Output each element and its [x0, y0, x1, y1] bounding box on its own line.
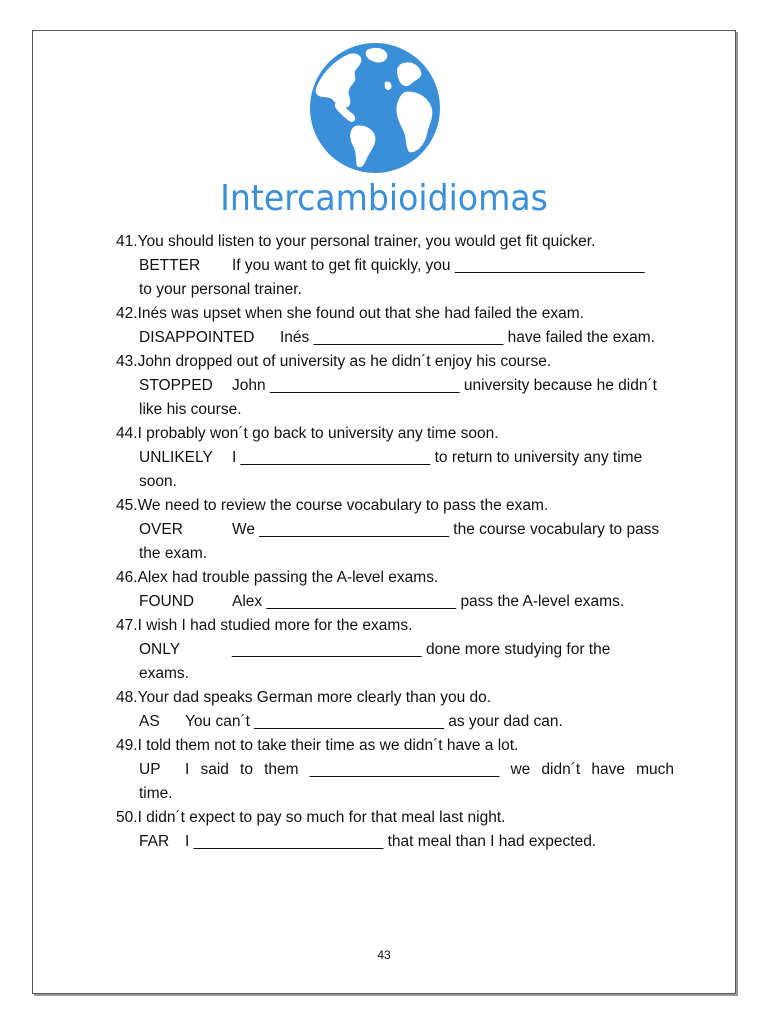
exercise-sentence: Inés was upset when she found out that she had failed the exam. [137, 305, 584, 322]
exercise-sentence: You should listen to your personal trainer, you would get fit quicker. [137, 233, 596, 250]
exercise-sentence: Alex had trouble passing the A-level exams. [137, 569, 439, 586]
prompt-after: to return to university any time [434, 449, 643, 466]
exercise-item [116, 230, 676, 302]
exercise-item [116, 422, 676, 494]
answer-blank[interactable]: ______________________ [454, 257, 645, 274]
answer-blank[interactable]: ______________________ [309, 761, 500, 778]
exercise-sentence: I probably won´t go back to university any time soon. [137, 425, 499, 442]
exercise-sentence: I told them not to take their time as we didn´t have a lot. [137, 737, 519, 754]
prompt-after: university because he didn´t [463, 377, 657, 394]
exercise-sentence: John dropped out of university as he didn´t enjoy his course. [137, 353, 552, 370]
prompt-before: Alex [232, 593, 263, 610]
answer-blank[interactable]: ______________________ [259, 521, 449, 538]
exercise-item [116, 350, 676, 422]
answer-blank[interactable]: ______________________ [254, 713, 444, 730]
prompt-continuation: soon. [139, 473, 177, 490]
exercise-number: 42. [116, 305, 138, 322]
answer-blank[interactable]: ______________________ [193, 833, 384, 850]
exercise-item [116, 494, 676, 566]
prompt-before: You can´t [185, 713, 250, 730]
exercise-keyword: BETTER [139, 257, 201, 274]
prompt-after: pass the A-level exams. [460, 593, 625, 610]
exercise-sentence: We need to review the course vocabulary to pass the exam. [137, 497, 549, 514]
prompt-after: we didn´t have much [510, 761, 674, 778]
prompt-after: have failed the exam. [507, 329, 655, 346]
globe-icon [309, 42, 441, 174]
exercise-keyword: OVER [139, 521, 183, 538]
exercise-item [116, 302, 676, 350]
exercise-number: 47. [116, 617, 138, 634]
exercise-sentence: Your dad speaks German more clearly than you do. [137, 689, 492, 706]
prompt-before: If you want to get fit quickly, you [232, 257, 451, 274]
exercise-number: 41. [116, 233, 138, 250]
exercise-number: 48. [116, 689, 138, 706]
exercise-item [116, 614, 676, 686]
exercise-number: 46. [116, 569, 138, 586]
prompt-before: Inés [280, 329, 310, 346]
prompt-before: John [232, 377, 266, 394]
exercise-item [116, 806, 676, 854]
answer-blank[interactable]: ______________________ [266, 593, 457, 610]
prompt-continuation: the exam. [139, 545, 208, 562]
prompt-before: We [232, 521, 255, 538]
exercise-number: 45. [116, 497, 138, 514]
prompt-before: I [185, 833, 190, 850]
exercise-item [116, 734, 676, 806]
answer-blank[interactable]: ______________________ [313, 329, 504, 346]
prompt-continuation: like his course. [139, 401, 242, 418]
exercise-number: 50. [116, 809, 138, 826]
exercise-sentence: I wish I had studied more for the exams. [137, 617, 413, 634]
exercise-item [116, 566, 676, 614]
exercise-keyword: FOUND [139, 593, 195, 610]
exercise-keyword: UNLIKELY [139, 449, 213, 466]
exercise-keyword: ONLY [139, 641, 181, 658]
prompt-continuation: exams. [139, 665, 189, 682]
prompt-after: the course vocabulary to pass [453, 521, 660, 538]
answer-blank[interactable]: ______________________ [232, 641, 422, 658]
exercise-sentence: I didn´t expect to pay so much for that meal last night. [137, 809, 506, 826]
prompt-after: that meal than I had expected. [387, 833, 597, 850]
exercise-list [116, 230, 676, 854]
exercise-keyword: AS [139, 713, 160, 730]
prompt-continuation: to your personal trainer. [139, 281, 302, 298]
exercise-keyword: FAR [139, 833, 170, 850]
exercise-keyword: STOPPED [139, 377, 213, 394]
answer-blank[interactable]: ______________________ [240, 449, 431, 466]
prompt-before: I said to them [185, 761, 299, 778]
prompt-after: as your dad can. [448, 713, 563, 730]
exercise-number: 43. [116, 353, 138, 370]
exercise-keyword: UP [139, 761, 161, 778]
exercise-item [116, 686, 676, 734]
answer-blank[interactable]: ______________________ [269, 377, 460, 394]
prompt-before: I [232, 449, 237, 466]
exercise-keyword: DISAPPOINTED [139, 329, 255, 346]
exercise-number: 49. [116, 737, 138, 754]
page-number: 43 [377, 948, 391, 962]
prompt-continuation: time. [139, 785, 173, 802]
brand-title: Intercambioidiomas [220, 178, 548, 219]
prompt-after: done more studying for the [425, 641, 611, 658]
exercise-number: 44. [116, 425, 138, 442]
